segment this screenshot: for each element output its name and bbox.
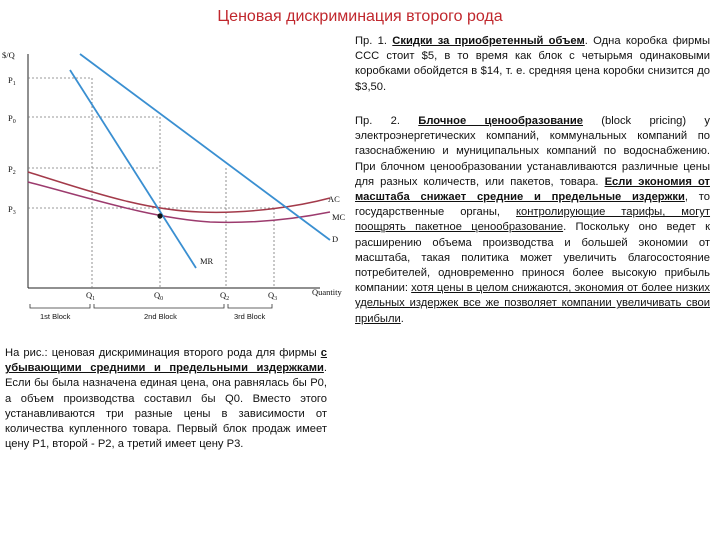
example-1 — [355, 34, 710, 95]
price-discrimination-chart — [0, 40, 350, 330]
example-1-prefix: Пр. 1. — [355, 35, 393, 47]
example-1-heading: Скидки за приобретенный объем — [392, 35, 585, 47]
x-tick-q2: $Q_2$ — [220, 290, 230, 302]
example-2-text-3: . Поскольку оно ведет к расширению объема производства и большей экономии от масштаба, такая политика может увеличить благосостояние потребителей, одновременно принося более высокую прибыль компании: — [355, 221, 710, 295]
example-2-text-4: . — [400, 312, 404, 325]
y-axis-label: $/Q — [2, 50, 15, 60]
block-1-label: 1st Block — [40, 312, 71, 321]
example-2-heading: Блочное ценообразование — [418, 115, 584, 127]
example-1-body: . Одна коробка фирмы CCC стоит $5, в то время как блок с четырьмя одинаковыми коробками обойдется в $14, т. е. средняя цена коробки снизится до $3,50. — [355, 35, 710, 93]
mr-label: MR — [200, 256, 214, 266]
example-2-text-2: , то государственные органы, — [355, 191, 710, 219]
x-tick-q3: $Q_3$ — [268, 290, 278, 302]
y-tick-p0: $P_0$ — [8, 113, 16, 125]
block-3-bracket — [228, 304, 272, 308]
mc-curve — [28, 182, 330, 222]
x-axis-label: Quantity — [312, 287, 342, 297]
caption-emphasis: с убывающими средними и предельными издержками — [5, 347, 327, 375]
block-1-bracket — [30, 304, 90, 308]
mc-label: MC — [332, 212, 346, 222]
caption-text-2: . Если бы была назначена единая цена, она равнялась бы P0, а объем производства составил бы Q0. Вместо этого устанавливаются три разные цены в зависимости от количества купленного товара. Первый блок продаж имеет цену P1, второй - P2, а третий имеет цену P3. — [5, 362, 327, 451]
slide-title: Ценовая дискриминация второго рода — [217, 8, 503, 25]
example-2-prefix: Пр. 2. — [355, 115, 419, 127]
example-2-emphasis-3: хотя цены в целом снижаются, экономия от более низких удельных издержек все же позволяет компании увеличивать свои прибыли — [355, 282, 710, 325]
x-tick-q0: $Q_0$ — [154, 290, 164, 302]
caption-text-1: На рис.: ценовая дискриминация второго рода для фирмы — [5, 347, 321, 359]
mr-curve — [70, 70, 196, 268]
figure-caption — [5, 346, 327, 452]
d-label: D — [332, 234, 339, 244]
y-tick-p2: $P_2$ — [8, 164, 16, 176]
mr-mc-intersection — [157, 213, 162, 218]
example-2-emphasis-1: Если экономия от масштаба снижает средние и предельные издержки — [355, 175, 710, 204]
example-2-emphasis-2: контролирующие тарифы, могут поощрять пакетное ценообразование — [355, 206, 711, 234]
example-2 — [355, 114, 710, 327]
x-tick-q1: $Q_1$ — [86, 290, 96, 302]
y-tick-p1: $P_1$ — [8, 75, 16, 87]
block-2-bracket — [94, 304, 224, 308]
y-tick-p3: $P_3$ — [8, 204, 16, 216]
block-3-label: 3rd Block — [234, 312, 266, 321]
example-2-text-1: (block pricing) у электроэнергетических компаний, коммунальных компаний по газоснабжению и муниципальных компаний по водоснабжению. При блочном ценообразовании устанавливаются различные цены для разных количеств, или пакетов, товара. — [355, 115, 711, 188]
block-2-label: 2nd Block — [144, 312, 177, 321]
ac-label: AC — [328, 194, 340, 204]
